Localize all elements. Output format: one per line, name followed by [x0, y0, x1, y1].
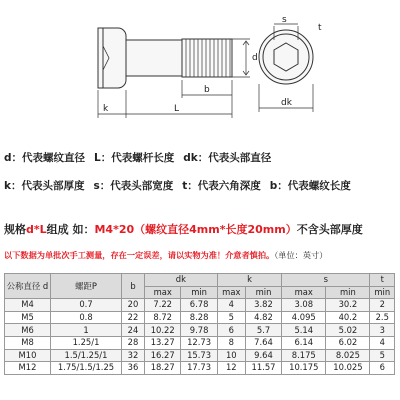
spec-prefix: 规格 — [4, 223, 26, 236]
table-cell: 12 — [217, 362, 245, 375]
table-cell: 16.27 — [145, 349, 181, 362]
table-cell: 22 — [122, 311, 145, 324]
table-cell: M5 — [5, 311, 51, 324]
table-cell: 6 — [217, 324, 245, 337]
dim-label-b: b — [204, 85, 210, 95]
legend-text: 代表螺纹直径 — [22, 152, 86, 164]
table-cell: 5.7 — [245, 324, 281, 337]
table-cell: 13.27 — [145, 336, 181, 349]
table-cell: 4.82 — [245, 311, 281, 324]
table-row — [5, 349, 395, 362]
table-cell: 8.28 — [181, 311, 217, 324]
screw-head-outline — [98, 28, 126, 88]
legend-text: 代表头部直径 — [208, 152, 272, 164]
legend-item-s — [93, 180, 173, 192]
warning-line — [4, 250, 327, 261]
legend-key: t： — [182, 180, 198, 192]
spec-table — [4, 273, 395, 375]
table-cell: M12 — [5, 362, 51, 375]
dim-label-t: t — [318, 23, 322, 33]
legend-text: 代表螺纹长度 — [287, 180, 351, 192]
table-header-row-1 — [5, 274, 395, 287]
screw-thread — [182, 39, 232, 77]
table-row — [5, 336, 395, 349]
table-cell: 8 — [217, 336, 245, 349]
header-b: b — [122, 274, 145, 299]
table-cell: 7.22 — [145, 299, 181, 312]
table-cell: 0.8 — [51, 311, 122, 324]
table-cell: 9.64 — [245, 349, 281, 362]
header-dk-min: min — [181, 286, 217, 299]
dim-label-s: s — [282, 15, 287, 25]
header-k-min: min — [245, 286, 281, 299]
legend-line-2 — [4, 178, 396, 193]
unit-note: （单位：英寸） — [274, 250, 328, 260]
spec-mid: 组成 如： — [46, 223, 95, 236]
table-cell: 8.72 — [145, 311, 181, 324]
legend-text: 代表六角深度 — [197, 180, 261, 192]
dim-label-L: L — [174, 104, 180, 114]
header-nominal-diameter: 公称直径 d — [5, 274, 51, 299]
table-cell: 28 — [122, 336, 145, 349]
table-cell: 30.2 — [326, 299, 370, 312]
legend-text: 代表头部厚度 — [21, 180, 85, 192]
table-cell: 2 — [370, 299, 395, 312]
table-cell: 11.57 — [245, 362, 281, 375]
legend-key: dk： — [183, 152, 209, 164]
legend-text: 代表螺杆长度 — [111, 152, 175, 164]
spec-formula: d*L — [26, 223, 47, 236]
table-cell: 5.02 — [326, 324, 370, 337]
table-cell: 10.175 — [282, 362, 326, 375]
table-cell: 5.14 — [282, 324, 326, 337]
table-cell: 1 — [51, 324, 122, 337]
table-cell: 12.73 — [181, 336, 217, 349]
table-cell: 10 — [217, 349, 245, 362]
screw-shank — [126, 40, 182, 76]
table-cell: 5 — [370, 349, 395, 362]
dim-label-d: d — [252, 53, 258, 63]
table-cell: 8.025 — [326, 349, 370, 362]
table-cell: 0.7 — [51, 299, 122, 312]
table-cell: 10.025 — [326, 362, 370, 375]
table-cell: 15.73 — [181, 349, 217, 362]
header-k-max: max — [217, 286, 245, 299]
legend-key: d： — [4, 152, 23, 164]
table-cell: 4.095 — [282, 311, 326, 324]
legend-item-t — [182, 180, 261, 192]
table-cell: 17.73 — [181, 362, 217, 375]
screw-technical-drawing — [0, 0, 400, 125]
header-dk-max: max — [145, 286, 181, 299]
legend-item-d — [4, 152, 85, 164]
table-cell: 40.2 — [326, 311, 370, 324]
dim-label-dk: dk — [281, 98, 292, 108]
spec-suffix: 不含头部厚度 — [296, 223, 363, 236]
table-cell: 10.22 — [145, 324, 181, 337]
header-t-min: min — [370, 286, 395, 299]
table-cell: 1.75/1.5/1.25 — [51, 362, 122, 375]
table-cell: 9.78 — [181, 324, 217, 337]
table-cell: 6 — [370, 362, 395, 375]
dim-label-k: k — [103, 104, 109, 114]
table-cell: 32 — [122, 349, 145, 362]
legend-key: s： — [93, 180, 111, 192]
legend-item-b — [270, 180, 351, 192]
table-cell: 3.82 — [245, 299, 281, 312]
table-cell: 2.5 — [370, 311, 395, 324]
table-cell: 7.64 — [245, 336, 281, 349]
table-cell: 36 — [122, 362, 145, 375]
legend-item-k — [4, 180, 84, 192]
table-cell: 8.175 — [282, 349, 326, 362]
spec-line — [4, 221, 363, 237]
header-t: t — [370, 274, 395, 287]
table-cell: M6 — [5, 324, 51, 337]
spec-example: M4*20（螺纹直径4mm*长度20mm） — [94, 223, 297, 236]
table-cell: 1.5/1.25/1 — [51, 349, 122, 362]
legend-item-L — [94, 152, 174, 164]
legend-line-1 — [4, 150, 396, 165]
table-cell: 6.14 — [282, 336, 326, 349]
table-cell: M8 — [5, 336, 51, 349]
table-row — [5, 362, 395, 375]
legend-key: b： — [269, 180, 288, 192]
header-s-min: min — [326, 286, 370, 299]
table-cell: 4 — [217, 299, 245, 312]
legend-key: L： — [94, 152, 112, 164]
warning-text: 以下数据为单批次手工测量，存在一定误差，请以实物为准！介意者慎拍。 — [4, 250, 275, 260]
table-row — [5, 311, 395, 324]
head-top-view — [259, 30, 313, 84]
header-pitch: 螺距P — [51, 274, 122, 299]
table-cell: 5 — [217, 311, 245, 324]
header-k: k — [217, 274, 281, 287]
table-cell: 18.27 — [145, 362, 181, 375]
table-cell: 6.78 — [181, 299, 217, 312]
table-cell: 20 — [122, 299, 145, 312]
table-cell: 1.25/1 — [51, 336, 122, 349]
table-cell: M4 — [5, 299, 51, 312]
header-dk: dk — [145, 274, 218, 287]
legend-key: k： — [4, 180, 22, 192]
table-cell: M10 — [5, 349, 51, 362]
table-cell: 3 — [370, 324, 395, 337]
table-cell: 24 — [122, 324, 145, 337]
table-row — [5, 324, 395, 337]
legend-item-dk — [183, 152, 271, 164]
table-row — [5, 299, 395, 312]
legend-text: 代表头部宽度 — [110, 180, 174, 192]
table-cell: 3.08 — [282, 299, 326, 312]
header-s: s — [282, 274, 370, 287]
header-s-max: max — [282, 286, 326, 299]
table-cell: 4 — [370, 336, 395, 349]
table-cell: 6.02 — [326, 336, 370, 349]
